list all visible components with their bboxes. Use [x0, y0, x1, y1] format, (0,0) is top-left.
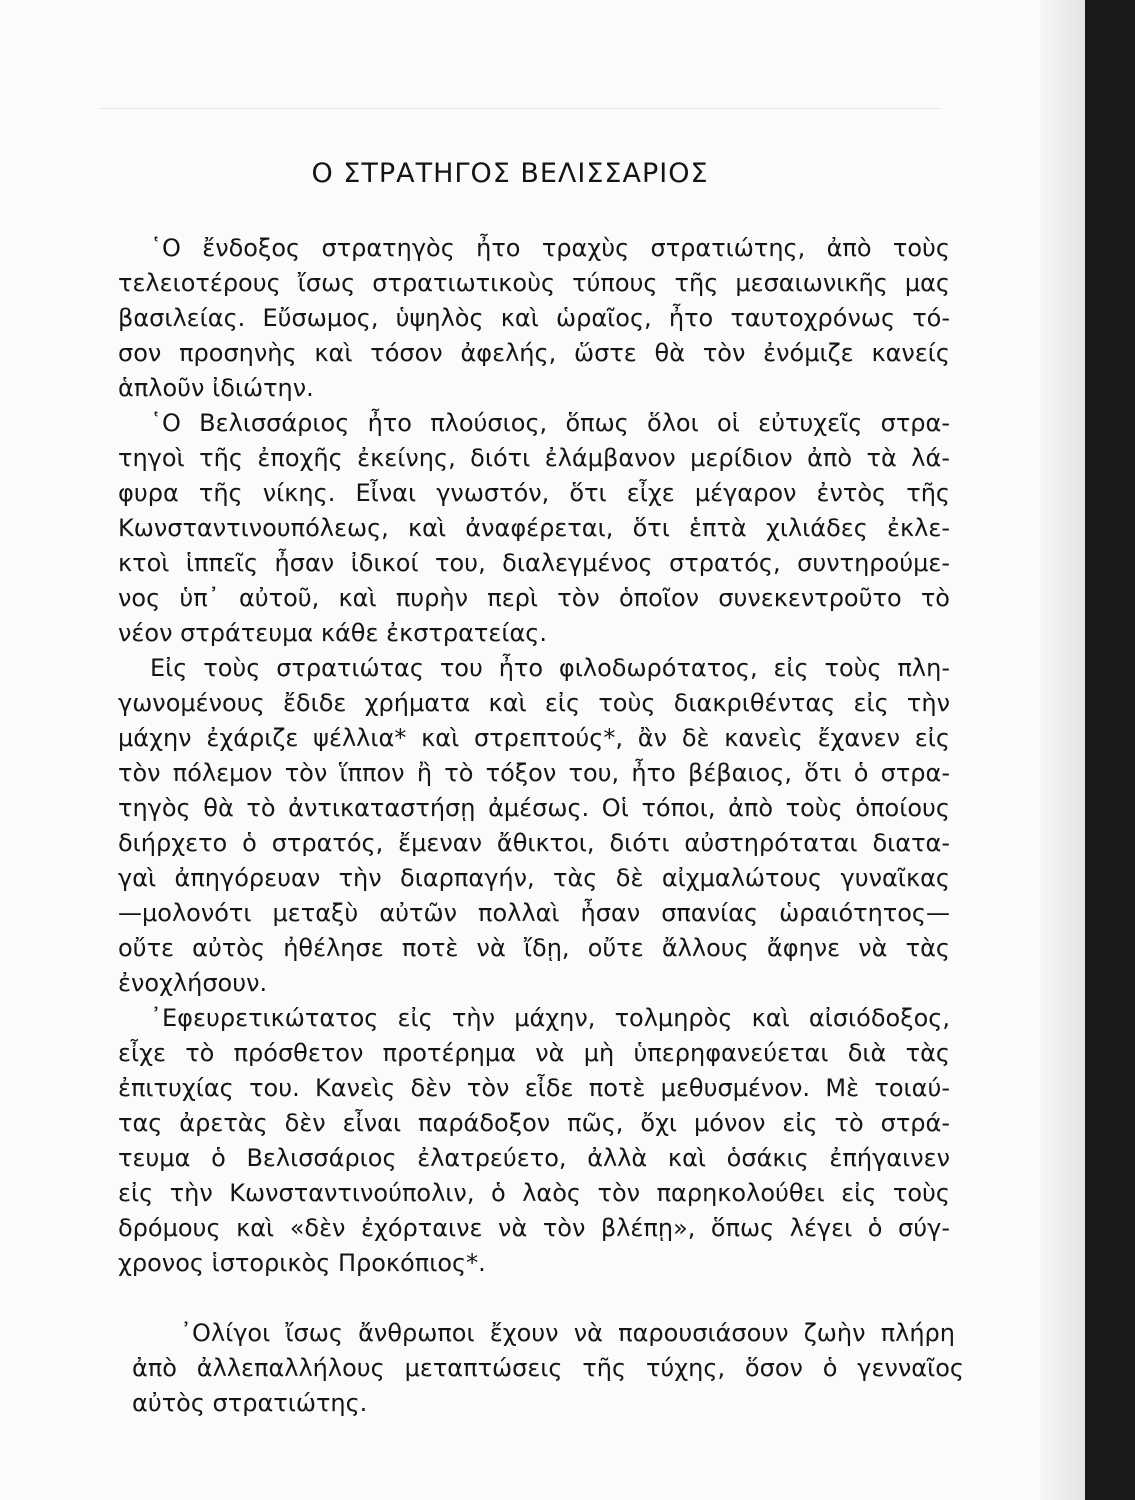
text-line: χρονος ἱστορικὸς Προκόπιος*. [118, 1249, 486, 1277]
text-line: διήρχετο ὁ στρατός, ἔμεναν ἄθικτοι, διότι αὐστηρόταται διατα- [118, 829, 950, 857]
text-line: γωνομένους ἔδιδε χρήματα καὶ εἰς τοὺς διακριθέντας εἰς τὴν [118, 689, 950, 717]
text-line: νέον στράτευμα κάθε ἐκστρατείας. [118, 619, 547, 647]
text-line: ἀπὸ ἀλλεπαλλήλους μεταπτώσεις τῆς τύχης, ὅσον ὁ γενναῖος [132, 1354, 964, 1382]
text-line: εἶχε τὸ πρόσθετον προτέρημα νὰ μὴ ὑπερηφανεύεται διὰ τὰς [118, 1039, 950, 1067]
text-line: Εἰς τοὺς στρατιώτας του ἦτο φιλοδωρότατος, εἰς τοὺς πλη- [150, 654, 950, 682]
text-line: τας ἀρετὰς δὲν εἶναι παράδοξον πῶς, ὄχι μόνον εἰς τὸ στρά- [118, 1109, 950, 1137]
page-title: Ο ΣΤΡΑΤΗΓΟΣ ΒΕΛΙΣΣΑΡΙΟΣ [311, 158, 709, 189]
text-line: τηγοὶ τῆς ἐποχῆς ἐκείνης, διότι ἐλάμβανον μερίδιον ἀπὸ τὰ λά- [118, 444, 950, 472]
text-line: δρόμους καὶ «δὲν ἐχόρταινε νὰ τὸν βλέπῃ», ὅπως λέγει ὁ σύγ- [118, 1214, 950, 1242]
text-line: ᾽Ολίγοι ἴσως ἄνθρωποι ἔχουν νὰ παρουσιάσουν ζωὴν πλήρη [180, 1319, 955, 1347]
text-line: ἐπιτυχίας του. Κανεὶς δὲν τὸν εἶδε ποτὲ μεθυσμένον. Μὲ τοιαύ- [118, 1074, 950, 1102]
text-line: νος ὑπ᾽ αὐτοῦ, καὶ πυρὴν περὶ τὸν ὁποῖον συνεκεντροῦτο τὸ [118, 584, 950, 612]
text-line: ᾽Εφευρετικώτατος εἰς τὴν μάχην, τολμηρὸς καὶ αἰσιόδοξος, [150, 1004, 950, 1032]
text-line: μάχην ἐχάριζε ψέλλια* καὶ στρεπτούς*, ἂν δὲ κανεὶς ἔχανεν εἰς [118, 724, 950, 752]
text-line: κτοὶ ἱππεῖς ἦσαν ἰδικοί του, διαλεγμένος στρατός, συντηρούμε- [118, 549, 950, 577]
text-line: εἰς τὴν Κωνσταντινούπολιν, ὁ λαὸς τὸν παρηκολούθει εἰς τοὺς [118, 1179, 950, 1207]
text-line: Κωνσταντινουπόλεως, καὶ ἀναφέρεται, ὅτι ἑπτὰ χιλιάδες ἐκλε- [118, 514, 950, 542]
text-line: φυρα τῆς νίκης. Εἶναι γνωστόν, ὅτι εἶχε μέγαρον ἐντὸς τῆς [118, 479, 950, 507]
page-edge-shadow [1040, 0, 1085, 1500]
text-line: γαὶ ἀπηγόρευαν τὴν διαρπαγήν, τὰς δὲ αἰχμαλώτους γυναῖκας [118, 864, 950, 892]
text-line: τευμα ὁ Βελισσάριος ἐλατρεύετο, ἀλλὰ καὶ ὁσάκις ἐπήγαινεν [118, 1144, 950, 1172]
text-line: τηγὸς θὰ τὸ ἀντικαταστήσῃ ἀμέσως. Οἱ τόποι, ἀπὸ τοὺς ὁποίους [118, 794, 950, 822]
text-line: ῾Ο ἔνδοξος στρατηγὸς ἦτο τραχὺς στρατιώτης, ἀπὸ τοὺς [150, 234, 950, 262]
text-line: ἁπλοῦν ἰδιώτην. [118, 374, 314, 402]
text-line: βασιλείας. Εὔσωμος, ὑψηλὸς καὶ ὡραῖος, ἦτο ταυτοχρόνως τό- [118, 304, 950, 332]
text-line: σον προσηνὴς καὶ τόσον ἀφελής, ὥστε θὰ τὸν ἐνόμιζε κανείς [118, 339, 950, 367]
bleed-through-header [100, 88, 940, 109]
text-line: οὔτε αὐτὸς ἠθέλησε ποτὲ νὰ ἴδῃ, οὔτε ἄλλους ἄφηνε νὰ τὰς [118, 934, 950, 962]
text-line: τελειοτέρους ἴσως στρατιωτικοὺς τύπους τῆς μεσαιωνικῆς μας [118, 269, 950, 297]
text-line: ἐνοχλήσουν. [118, 969, 268, 997]
text-line: αὐτὸς στρατιώτης. [132, 1389, 368, 1417]
text-line: τὸν πόλεμον τὸν ἵππον ἢ τὸ τόξον του, ἦτο βέβαιος, ὅτι ὁ στρα- [118, 759, 950, 787]
text-line: —μολονότι μεταξὺ αὐτῶν πολλαὶ ἦσαν σπανίας ὡραιότητος— [118, 899, 950, 927]
text-line: ῾Ο Βελισσάριος ἦτο πλούσιος, ὅπως ὅλοι οἱ εὐτυχεῖς στρα- [150, 409, 950, 437]
